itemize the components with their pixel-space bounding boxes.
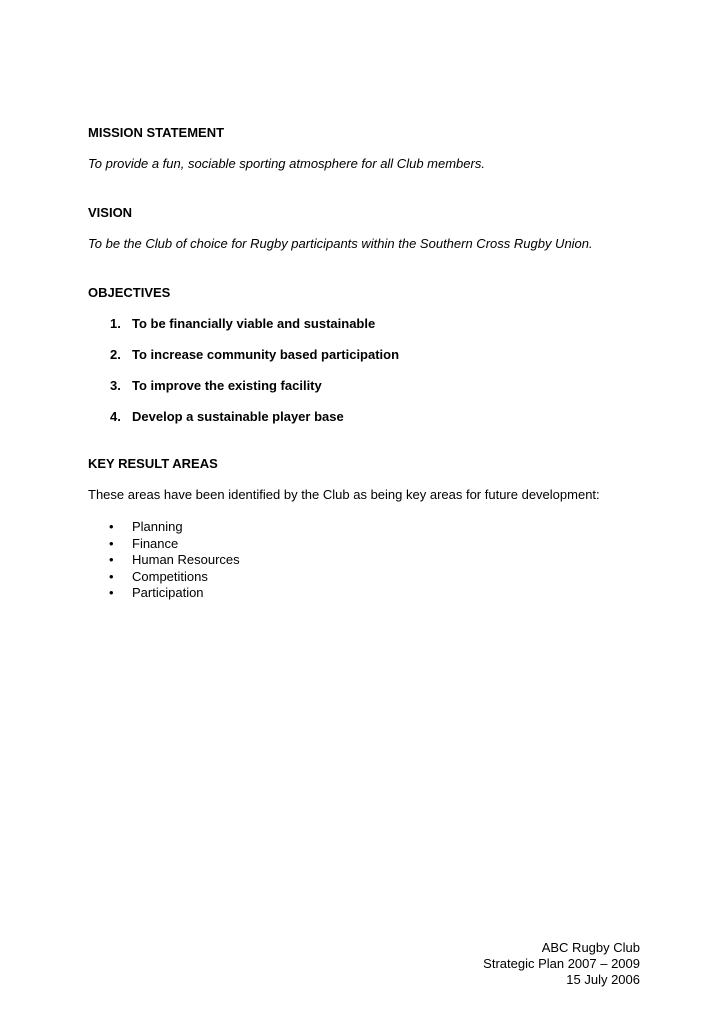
key-result-area-item: Participation [132, 585, 204, 600]
footer-club-name: ABC Rugby Club [541, 940, 640, 955]
key-result-area-item: Planning [132, 519, 183, 534]
objectives-heading: OBJECTIVES [88, 285, 171, 300]
objective-number-2: 2. [110, 347, 121, 362]
mission-heading: MISSION STATEMENT [88, 125, 225, 140]
bullet-icon: • [109, 536, 114, 551]
footer-date: 15 July 2006 [566, 972, 640, 987]
key-result-areas-intro: These areas have been identified by the Club as being key areas for future development: [88, 487, 600, 502]
bullet-icon: • [109, 552, 114, 567]
objective-number-4: 4. [110, 409, 121, 424]
bullet-icon: • [109, 569, 114, 584]
objective-text-4: Develop a sustainable player base [132, 409, 344, 424]
objective-text-1: To be financially viable and sustainable [132, 316, 376, 331]
objective-text-2: To increase community based participation [132, 347, 400, 362]
footer-plan-title: Strategic Plan 2007 – 2009 [483, 956, 640, 971]
key-result-areas-heading: KEY RESULT AREAS [88, 456, 218, 471]
bullet-icon: • [109, 519, 114, 534]
vision-heading: VISION [88, 205, 133, 220]
key-result-area-item: Human Resources [132, 552, 240, 567]
bullet-icon: • [109, 585, 114, 600]
objective-text-3: To improve the existing facility [132, 378, 322, 393]
mission-text: To provide a fun, sociable sporting atmosphere for all Club members. [88, 156, 485, 171]
key-result-area-item: Competitions [132, 569, 208, 584]
objective-number-1: 1. [110, 316, 121, 331]
key-result-area-item: Finance [132, 536, 179, 551]
vision-text: To be the Club of choice for Rugby participants within the Southern Cross Rugby Union. [88, 236, 593, 251]
objective-number-3: 3. [110, 378, 121, 393]
